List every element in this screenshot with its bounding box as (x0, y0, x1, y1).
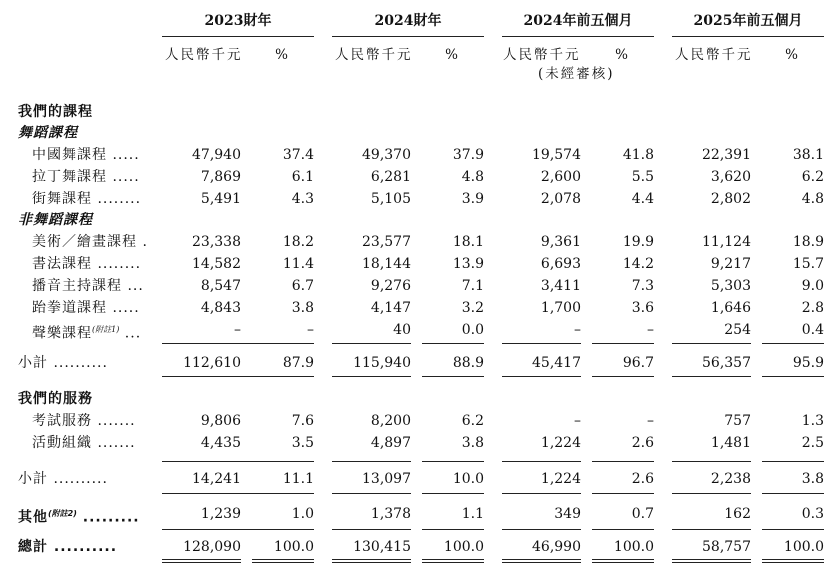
percent-cell: 1.1 (461, 506, 484, 522)
percent-cell: 87.9 (282, 355, 314, 371)
pct-header: % (615, 47, 630, 63)
column-rule (762, 343, 824, 344)
year-header-2023: 2023財年 (204, 13, 272, 29)
percent-cell: 4.3 (291, 191, 314, 207)
column-rule (252, 529, 314, 530)
percent-cell: 1.3 (801, 413, 824, 429)
section-courses: 我們的課程 (18, 104, 93, 120)
percent-cell: 2.6 (631, 471, 654, 487)
percent-cell: 100.0 (613, 539, 654, 555)
amount-cell: 4,147 (370, 300, 411, 316)
percent-cell: 11.1 (282, 471, 314, 487)
header-rule (162, 36, 314, 37)
amount-cell: 18,144 (362, 256, 411, 272)
header-rule (672, 36, 824, 37)
column-rule (422, 493, 484, 494)
row-label (32, 168, 140, 186)
percent-cell: 3.8 (291, 300, 314, 316)
percent-cell: 3.2 (461, 300, 484, 316)
row-label-text: 拉丁舞課程 (32, 169, 107, 185)
double-total-rule (672, 559, 751, 563)
percent-cell: 100.0 (783, 539, 824, 555)
row-leader-dots: .......... (48, 355, 108, 371)
percent-cell: 18.9 (792, 234, 824, 250)
amount-cell: 5,491 (200, 191, 241, 207)
pct-header: % (275, 47, 290, 63)
row-label (32, 255, 141, 273)
column-rule (592, 376, 654, 377)
percent-cell: 38.1 (792, 147, 824, 163)
amount-cell: 47,940 (192, 147, 241, 163)
row-leader-dots: ..... (107, 169, 140, 185)
amount-cell: 1,481 (710, 435, 751, 451)
column-rule (762, 461, 824, 462)
amount-cell: 2,078 (540, 191, 581, 207)
amount-cell: 9,217 (710, 256, 751, 272)
column-rule (672, 376, 751, 377)
amount-cell: 7,869 (200, 169, 241, 185)
row-label-text: 其他 (18, 509, 48, 526)
row-label (32, 321, 141, 343)
column-rule (502, 493, 581, 494)
column-rule (672, 529, 751, 530)
column-rule (252, 493, 314, 494)
row-label-text: 小計 (18, 471, 48, 487)
percent-cell: 3.8 (801, 471, 824, 487)
row-label-text: 播音主持課程 (32, 278, 122, 294)
row-leader-dots: ... (122, 278, 144, 294)
double-total-rule (162, 559, 241, 563)
amount-cell: 8,200 (370, 413, 411, 429)
row-label (18, 470, 108, 488)
double-total-rule (592, 559, 654, 563)
unaudited-note: (未經審核) (538, 66, 615, 82)
percent-cell: 3.8 (461, 435, 484, 451)
column-rule (332, 493, 411, 494)
percent-cell: 13.9 (452, 256, 484, 272)
amount-cell: 112,610 (183, 355, 241, 371)
percent-cell: 41.8 (622, 147, 654, 163)
percent-cell: 3.5 (291, 435, 314, 451)
amount-cell: 5,303 (710, 278, 751, 294)
column-rule (422, 529, 484, 530)
column-rule (672, 343, 751, 344)
amount-cell: 22,391 (702, 147, 751, 163)
row-label (32, 412, 136, 430)
column-rule (502, 376, 581, 377)
amount-cell: 1,378 (370, 506, 411, 522)
row-leader-dots: ........ (92, 256, 142, 272)
amount-cell: 6,281 (370, 169, 411, 185)
amount-cell: 9,806 (200, 413, 241, 429)
row-leader-dots: ........ (92, 191, 142, 207)
amount-cell: 4,843 (200, 300, 241, 316)
column-rule (422, 376, 484, 377)
percent-cell: 11.4 (282, 256, 314, 272)
column-rule (252, 343, 314, 344)
column-rule (252, 376, 314, 377)
amount-cell: 56,357 (702, 355, 751, 371)
amount-cell: 757 (724, 413, 751, 429)
amount-cell: 2,238 (710, 471, 751, 487)
row-label-text: 跆拳道課程 (32, 300, 107, 316)
row-footnote: (附註2) (48, 509, 77, 518)
amount-cell: 6,693 (540, 256, 581, 272)
amount-cell: – (234, 322, 241, 338)
percent-cell: 37.4 (282, 147, 314, 163)
row-leader-dots: ....... (92, 435, 136, 451)
percent-cell: 0.0 (461, 322, 484, 338)
percent-cell: 6.2 (461, 413, 484, 429)
section-services: 我們的服務 (18, 391, 93, 407)
section-dance: 舞蹈課程 (18, 125, 78, 141)
percent-cell: – (307, 322, 314, 338)
amount-cell: 4,897 (370, 435, 411, 451)
percent-cell: 18.1 (452, 234, 484, 250)
header-rule (332, 36, 484, 37)
row-leader-dots: ... (119, 325, 142, 342)
percent-cell: 5.5 (631, 169, 654, 185)
double-total-rule (252, 559, 314, 563)
percent-cell: 3.9 (461, 191, 484, 207)
column-rule (502, 461, 581, 462)
row-label (32, 190, 141, 208)
amount-cell: 4,435 (200, 435, 241, 451)
amount-cell: 9,361 (540, 234, 581, 250)
percent-cell: 2.8 (801, 300, 824, 316)
row-label-text: 街舞課程 (32, 191, 92, 207)
row-label-text: 總計 (18, 539, 48, 555)
amount-header: 人民幣千元 (675, 47, 753, 63)
column-rule (162, 493, 241, 494)
percent-cell: 6.1 (291, 169, 314, 185)
amount-cell: 14,582 (192, 256, 241, 272)
percent-cell: 0.7 (631, 506, 654, 522)
column-rule (162, 529, 241, 530)
row-footnote: (附註1) (92, 325, 120, 334)
year-header-2024-5m: 2024年前五個月 (523, 13, 633, 29)
column-rule (762, 529, 824, 530)
amount-cell: 23,338 (192, 234, 241, 250)
amount-cell: 23,577 (362, 234, 411, 250)
column-rule (592, 343, 654, 344)
row-label (32, 299, 140, 317)
percent-cell: 15.7 (792, 256, 824, 272)
row-label (32, 146, 140, 164)
amount-cell: 115,940 (353, 355, 411, 371)
row-label (18, 354, 108, 372)
row-leader-dots: . (137, 234, 148, 250)
row-label-text: 小計 (18, 355, 48, 371)
column-rule (672, 493, 751, 494)
row-label-text: 中國舞課程 (32, 147, 107, 163)
column-rule (332, 376, 411, 377)
percent-cell: 2.6 (631, 435, 654, 451)
percent-cell: 19.9 (622, 234, 654, 250)
amount-cell: 9,276 (370, 278, 411, 294)
amount-cell: 45,417 (532, 355, 581, 371)
amount-cell: 40 (393, 322, 411, 338)
amount-cell: – (574, 322, 581, 338)
column-rule (502, 343, 581, 344)
amount-cell: 349 (554, 506, 581, 522)
column-rule (162, 343, 241, 344)
percent-cell: 4.8 (801, 191, 824, 207)
column-rule (592, 529, 654, 530)
row-leader-dots: ..... (107, 147, 140, 163)
percent-cell: 18.2 (282, 234, 314, 250)
percent-cell: 96.7 (622, 355, 654, 371)
column-rule (422, 461, 484, 462)
percent-cell: 10.0 (452, 471, 484, 487)
row-leader-dots: .......... (48, 471, 108, 487)
amount-cell: 14,241 (192, 471, 241, 487)
amount-cell: 5,105 (370, 191, 411, 207)
row-label-text: 考試服務 (32, 413, 92, 429)
percent-cell: 100.0 (273, 539, 314, 555)
column-rule (252, 461, 314, 462)
amount-cell: 8,547 (200, 278, 241, 294)
column-rule (162, 376, 241, 377)
row-label-text: 書法課程 (32, 256, 92, 272)
percent-cell: 88.9 (452, 355, 484, 371)
column-rule (332, 529, 411, 530)
amount-cell: 1,224 (540, 471, 581, 487)
amount-cell: 58,757 (702, 539, 751, 555)
percent-cell: 7.6 (291, 413, 314, 429)
percent-cell: – (647, 322, 654, 338)
header-rule (502, 36, 654, 37)
column-rule (502, 529, 581, 530)
amount-cell: 1,224 (540, 435, 581, 451)
percent-cell: 1.0 (291, 506, 314, 522)
percent-cell: 6.7 (291, 278, 314, 294)
column-rule (162, 461, 241, 462)
percent-cell: 7.1 (461, 278, 484, 294)
column-rule (592, 493, 654, 494)
amount-cell: 130,415 (353, 539, 411, 555)
percent-cell: 100.0 (443, 539, 484, 555)
percent-cell: 4.4 (631, 191, 654, 207)
amount-cell: 1,700 (540, 300, 581, 316)
column-rule (672, 461, 751, 462)
double-total-rule (422, 559, 484, 563)
year-header-2025-5m: 2025年前五個月 (693, 13, 803, 29)
amount-cell: 162 (724, 506, 751, 522)
row-label (32, 233, 148, 251)
percent-cell: 14.2 (622, 256, 654, 272)
amount-cell: 1,239 (200, 506, 241, 522)
amount-cell: 3,411 (540, 278, 581, 294)
amount-cell: 11,124 (702, 234, 751, 250)
amount-cell: 3,620 (710, 169, 751, 185)
row-label (32, 434, 136, 452)
percent-cell: 0.3 (801, 506, 824, 522)
column-rule (592, 461, 654, 462)
column-rule (762, 376, 824, 377)
percent-cell: 7.3 (631, 278, 654, 294)
percent-cell: 37.9 (452, 147, 484, 163)
row-leader-dots: ....... (92, 413, 136, 429)
amount-cell: 19,574 (532, 147, 581, 163)
double-total-rule (332, 559, 411, 563)
percent-cell: 95.9 (792, 355, 824, 371)
percent-cell: 0.4 (801, 322, 824, 338)
row-label-text: 美術／繪畫課程 (32, 234, 137, 250)
amount-cell: 254 (724, 322, 751, 338)
percent-cell: 6.2 (801, 169, 824, 185)
column-rule (422, 343, 484, 344)
double-total-rule (502, 559, 581, 563)
row-label (18, 538, 117, 556)
column-rule (332, 461, 411, 462)
pct-header: % (445, 47, 460, 63)
row-label (32, 277, 144, 295)
percent-cell: 3.6 (631, 300, 654, 316)
year-header-2024: 2024財年 (374, 13, 442, 29)
amount-header: 人民幣千元 (503, 47, 581, 63)
amount-cell: – (574, 413, 581, 429)
amount-cell: 2,600 (540, 169, 581, 185)
row-label (18, 505, 140, 527)
amount-cell: 128,090 (183, 539, 241, 555)
amount-cell: 46,990 (532, 539, 581, 555)
amount-cell: 13,097 (362, 471, 411, 487)
amount-header: 人民幣千元 (335, 47, 413, 63)
percent-cell: 4.8 (461, 169, 484, 185)
row-leader-dots: ..... (107, 300, 140, 316)
row-label-text: 活動組織 (32, 435, 92, 451)
percent-cell: 2.5 (801, 435, 824, 451)
row-label-text: 聲樂課程 (32, 325, 92, 342)
double-total-rule (762, 559, 824, 563)
section-non-dance: 非舞蹈課程 (18, 212, 93, 228)
amount-cell: 1,646 (710, 300, 751, 316)
row-leader-dots: ......... (76, 509, 140, 526)
amount-cell: 2,802 (710, 191, 751, 207)
pct-header: % (785, 47, 800, 63)
row-leader-dots: .......... (48, 539, 118, 555)
column-rule (332, 343, 411, 344)
percent-cell: 9.0 (801, 278, 824, 294)
column-rule (762, 493, 824, 494)
amount-cell: 49,370 (362, 147, 411, 163)
percent-cell: – (647, 413, 654, 429)
amount-header: 人民幣千元 (165, 47, 243, 63)
